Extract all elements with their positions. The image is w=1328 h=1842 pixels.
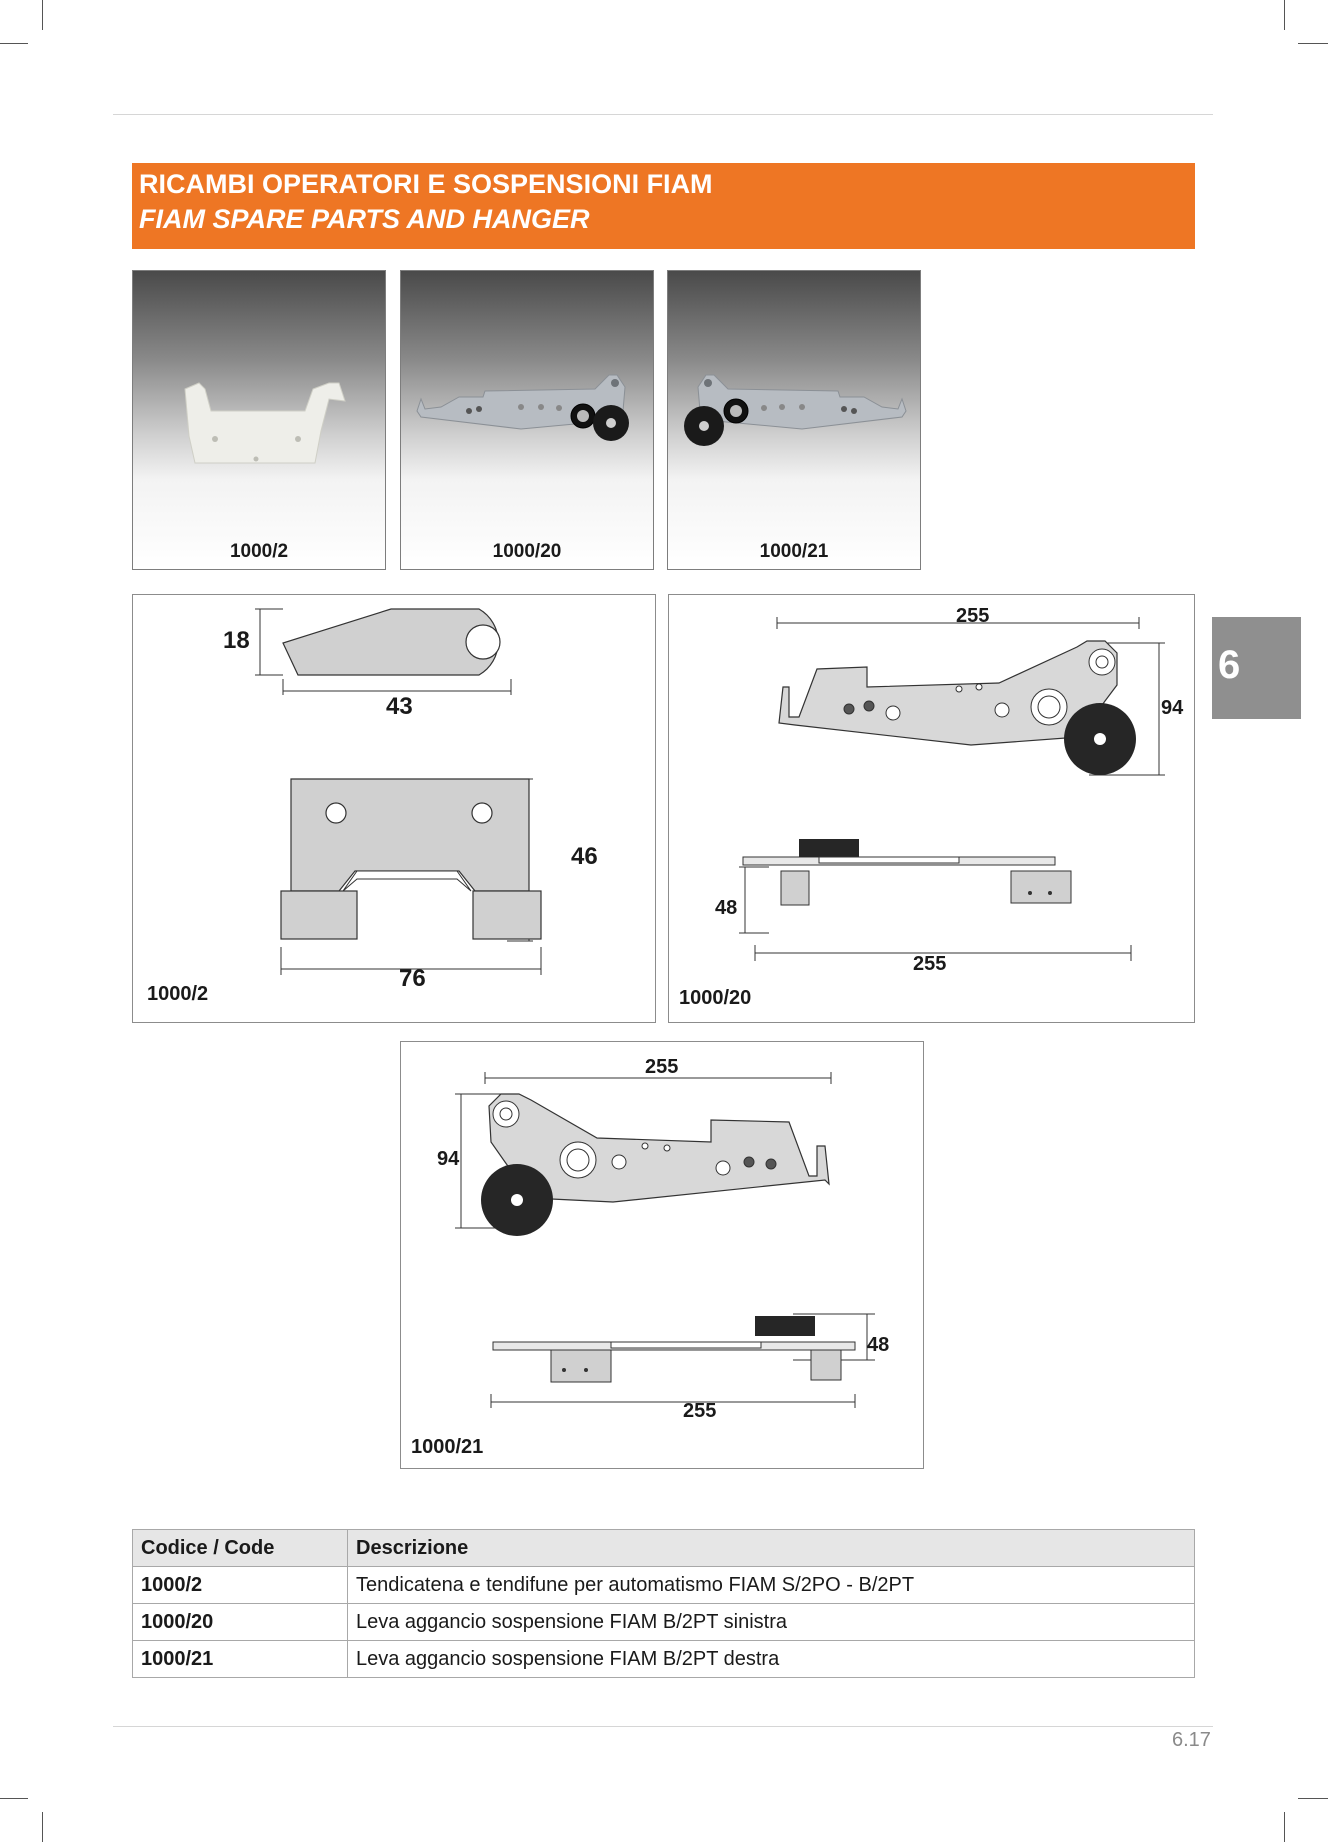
dimension-label: 94 <box>437 1148 460 1170</box>
drawing-1000-21 <box>400 1041 924 1469</box>
drawing-code: 1000/21 <box>411 1436 484 1458</box>
photo-caption: 1000/2 <box>229 541 289 562</box>
drawing-1000-20 <box>668 594 1195 1023</box>
table-row <box>133 1567 1195 1604</box>
chapter-number: 6 <box>1218 643 1241 687</box>
photo-1000-21 <box>667 270 921 570</box>
crop-mark <box>42 0 43 30</box>
drawing-code: 1000/2 <box>147 983 209 1005</box>
dimension-label: 18 <box>223 627 250 654</box>
dimension-label: 94 <box>1161 697 1184 719</box>
top-divider <box>113 114 1213 115</box>
crop-mark <box>0 1798 28 1799</box>
lever-left-image <box>401 271 654 570</box>
dimension-label: 255 <box>956 605 990 627</box>
table-header-row <box>133 1530 1195 1567</box>
crop-mark <box>1284 0 1285 30</box>
photo-1000-2 <box>132 270 386 570</box>
drawing-code: 1000/20 <box>679 987 752 1009</box>
crop-mark <box>1298 1798 1328 1799</box>
title-english: FIAM SPARE PARTS AND HANGER <box>139 204 590 234</box>
photo-1000-20 <box>400 270 654 570</box>
page-number: 6.17 <box>1172 1729 1211 1751</box>
table-row <box>133 1604 1195 1641</box>
cell-description: Leva aggancio sospensione FIAM B/2PT sinistra <box>348 1604 1195 1641</box>
title-italian: RICAMBI OPERATORI E SOSPENSIONI FIAM <box>139 169 713 199</box>
cell-code: 1000/2 <box>133 1567 348 1604</box>
plastic-tensioner-image <box>133 271 386 570</box>
dimension-label: 48 <box>867 1334 890 1356</box>
parts-table <box>132 1529 1195 1678</box>
photo-caption: 1000/20 <box>492 541 562 562</box>
lever-right-technical-drawing <box>401 1042 925 1470</box>
crop-mark <box>42 1812 43 1842</box>
dimension-label: 48 <box>715 897 738 919</box>
dimension-label: 255 <box>913 953 947 975</box>
drawing-1000-2 <box>132 594 656 1023</box>
tensioner-technical-drawing <box>133 595 657 1024</box>
dimension-label: 76 <box>399 965 426 992</box>
cell-code: 1000/20 <box>133 1604 348 1641</box>
photo-caption: 1000/21 <box>759 541 829 562</box>
lever-right-image <box>668 271 921 570</box>
crop-mark <box>1284 1812 1285 1842</box>
dimension-label: 43 <box>386 693 413 720</box>
crop-mark <box>0 43 28 44</box>
bottom-divider <box>113 1726 1213 1727</box>
column-header-code: Codice / Code <box>133 1530 348 1567</box>
chapter-tab <box>1212 617 1301 719</box>
column-header-description: Descrizione <box>348 1530 1195 1567</box>
crop-mark <box>1298 43 1328 44</box>
table-row <box>133 1641 1195 1678</box>
dimension-label: 255 <box>683 1400 717 1422</box>
cell-description: Tendicatena e tendifune per automatismo FIAM S/2PO - B/2PT <box>348 1567 1195 1604</box>
cell-description: Leva aggancio sospensione FIAM B/2PT destra <box>348 1641 1195 1678</box>
dimension-label: 46 <box>571 843 598 870</box>
dimension-label: 255 <box>645 1056 679 1078</box>
cell-code: 1000/21 <box>133 1641 348 1678</box>
